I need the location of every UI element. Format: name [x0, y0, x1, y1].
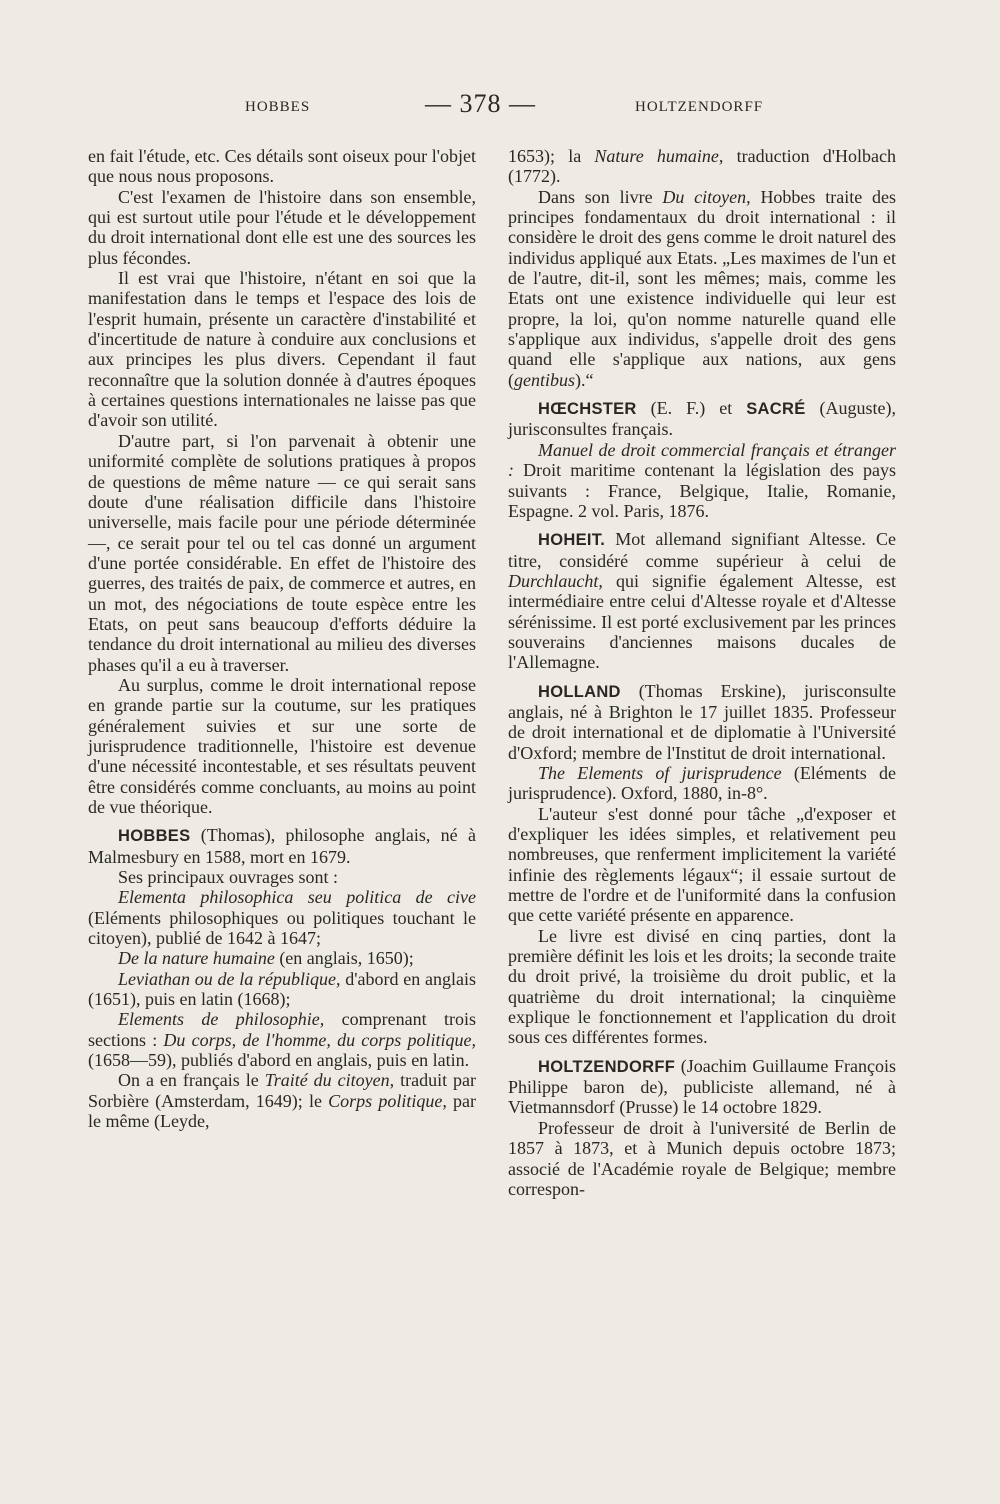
work-title: Elements de philosophie,	[118, 1009, 325, 1030]
paragraph	[508, 187, 896, 390]
entry-holland	[508, 681, 896, 763]
paragraph: Ses principaux ouvrages sont :	[118, 867, 338, 888]
text-run: ).“	[575, 369, 594, 390]
work-text: (1658—59), publiés d'abord en anglais, puis en latin.	[88, 1050, 470, 1071]
entry-headword: HŒCHSTER	[538, 400, 637, 419]
work-text: comprenant trois sections :	[88, 1009, 476, 1050]
text-run: Hobbes traite des principes fondamentaux du droit international : il considère le droit des gens comme le droit naturel des individus appliqué aux Etats. „Les maximes de l'un et de l'autre, dit-il, sont les mêmes; mais, comme les Etats ont une existence individuelle qui leur est propre, la loi, qu'on nomme naturelle quand elle s'applique aux individus, s'appelle droit des gens quand elle s'applique aux nations, aux gens (	[508, 186, 896, 390]
entry-hobbes	[88, 825, 476, 867]
paragraph	[508, 146, 896, 187]
paragraph: Professeur de droit à l'université de Berlin de 1857 à 1873, et à Munich depuis octobre 1873; associé de l'Académie royale de Belgique; membre correspon-	[508, 1117, 896, 1199]
entry-text: qui signifie également Altesse, est intermédiaire entre celui d'Altesse royale et d'Altesse sérénissime. Il est porté exclusivement par les princes souverains d'anciennes maisons ducales de l'Allemagne.	[508, 570, 896, 673]
paragraph: Au surplus, comme le droit international repose en grande partie sur la coutume, sur les pratiques généralement suivies et sur une sorte de jurisprudence traditionnelle, l'histoire est devenue d'une nécessité incontestable, et ses résultats peuvent être considérés comme concluants, au moins au point de vue théorique.	[88, 674, 476, 817]
entry-text: (Thomas Erskine), jurisconsulte anglais, né à Brighton le 17 juillet 1835. Professeur de droit international et de diplomatie à l'Université d'Oxford; membre de l'Institut de droit international.	[508, 680, 896, 763]
entry-headword: HOLLAND	[538, 682, 621, 701]
text-run: traduction d'Holbach (1772).	[508, 146, 896, 187]
page-number: — 378 —	[425, 89, 536, 118]
work-text: Droit maritime contenant la législation des pays suivants : France, Belgique, Italie, Romanie, Espagne. 2 vol. Paris, 1876.	[508, 460, 896, 521]
work-text: d'abord en anglais (1651), puis en latin (1668);	[88, 968, 477, 1010]
work-item	[88, 887, 476, 948]
text-run: traduit par Sorbière (Amsterdam, 1649); le	[88, 1070, 477, 1111]
paragraph: C'est l'examen de l'histoire dans son ensemble, qui est surtout utile pour l'étude et le développement du droit international dont elle est une des sources les plus fécondes.	[88, 186, 476, 268]
text-run: par le même (Leyde,	[88, 1090, 477, 1132]
entry-headword: HOLTZENDORFF	[538, 1057, 676, 1076]
paragraph: L'auteur s'est donné pour tâche „d'exposer et d'expliquer les idées simples, et relativement peu nombreuses, que renferment implicitement la variété infinie des règlements légaux“; il essaie surtout de mettre de l'ordre et de l'uniformité dans la confusion que cette variété présente en apparence.	[508, 803, 896, 926]
work-item	[88, 969, 476, 1010]
paragraph: Il est vrai que l'histoire, n'étant en soi que la manifestation dans le temps et l'espace des lois de l'esprit humain, présente un caractère d'instabilité et d'incertitude de nature à conduire aux conclusions et aux principes les plus divers. Cependant il faut reconnaître que la solution donnée à d'autres époques à certaines questions internationales ne laisse pas que d'avoir son utilité.	[88, 268, 476, 431]
work-title: Nature humaine,	[594, 146, 724, 166]
entry-text: (Auguste), jurisconsultes français.	[508, 398, 897, 440]
entry-headword: SACRÉ	[746, 400, 806, 419]
work-title: Leviathan ou de la république,	[118, 968, 341, 989]
entry-headword: HOBBES	[118, 827, 191, 846]
work-item	[508, 440, 896, 521]
entry-text: (Thomas), philosophe anglais, né à Malmesbury en 1588, mort en 1679.	[88, 825, 476, 867]
work-item	[508, 763, 896, 804]
work-text: (Eléments de jurisprudence). Oxford, 1880, in-8°.	[508, 762, 896, 804]
entry-hoechster	[508, 398, 896, 440]
text-run: On a en français le	[118, 1070, 265, 1091]
entry-holtzendorff	[508, 1056, 896, 1118]
header-right-keyword: HOLTZENDORFF	[635, 99, 764, 115]
work-text: (en anglais, 1650);	[274, 948, 414, 969]
paragraph	[88, 1070, 476, 1131]
header-left-keyword: HOBBES	[245, 99, 311, 115]
text-run: 1653); la	[508, 146, 595, 166]
work-title: Manuel de droit commercial français et étranger :	[508, 439, 896, 481]
paragraph: D'autre part, si l'on parvenait à obtenir une uniformité complète de solutions pratiques à propos de questions de même nature — ce qui serait sans doute d'une réalisation difficile dans l'histoire universelle, mais facile pour une période déterminée —, ce serait pour tel ou tel cas donné un argument d'une portée considérable. En effet de l'histoire des guerres, des traités de paix, de commerce et autres, en un mot, des négociations de toute espèce entre les Etats, on peut sans beaucoup d'efforts déduire la tendance du droit international au milieu des diverses phases qu'il a eu à traverser.	[88, 430, 476, 675]
entry-text: (Joachim Guillaume François Philippe baron de), publiciste allemand, né à Vietmannsdorf (Prusse) le 14 octobre 1829.	[508, 1055, 896, 1118]
latin-word: gentibus	[514, 369, 575, 390]
work-title: Corps politique,	[328, 1090, 447, 1111]
work-item	[88, 1009, 476, 1070]
left-column	[88, 146, 476, 1132]
paragraph: en fait l'étude, etc. Ces détails sont oiseux pour l'objet que nous nous proposons.	[88, 146, 476, 187]
work-title: De la nature humaine	[118, 948, 275, 969]
work-text: (Eléments philosophiques ou politiques touchant le citoyen), publié de 1642 à 1647;	[88, 907, 476, 949]
german-word: Durchlaucht,	[508, 570, 603, 591]
work-title: Elementa philosophica seu politica de cive	[118, 887, 476, 908]
running-header	[0, 89, 1000, 123]
right-column	[508, 146, 896, 1199]
entry-text: (E. F.) et	[636, 398, 747, 419]
entry-headword: HOHEIT.	[538, 531, 606, 550]
work-sections: Du corps, de l'homme, du corps politique,	[163, 1029, 476, 1050]
entry-text: Mot allemand signifiant Altesse. Ce titre, considéré comme supérieur à celui de	[508, 529, 896, 571]
work-item	[88, 948, 476, 968]
work-title: Traité du citoyen,	[264, 1070, 395, 1091]
text-run: Dans son livre	[538, 186, 663, 207]
work-title: The Elements of jurisprudence	[538, 762, 782, 783]
work-title: Du citoyen,	[662, 186, 751, 207]
entry-hoheit	[508, 529, 896, 672]
paragraph: Le livre est divisé en cinq parties, dont la première définit les lois et les droits; la seconde traite du droit privé, la troisième du droit public, et la quatrième du droit international; la cinquième explique le fonctionnement et l'application du droit sous ces différentes formes.	[508, 925, 896, 1048]
